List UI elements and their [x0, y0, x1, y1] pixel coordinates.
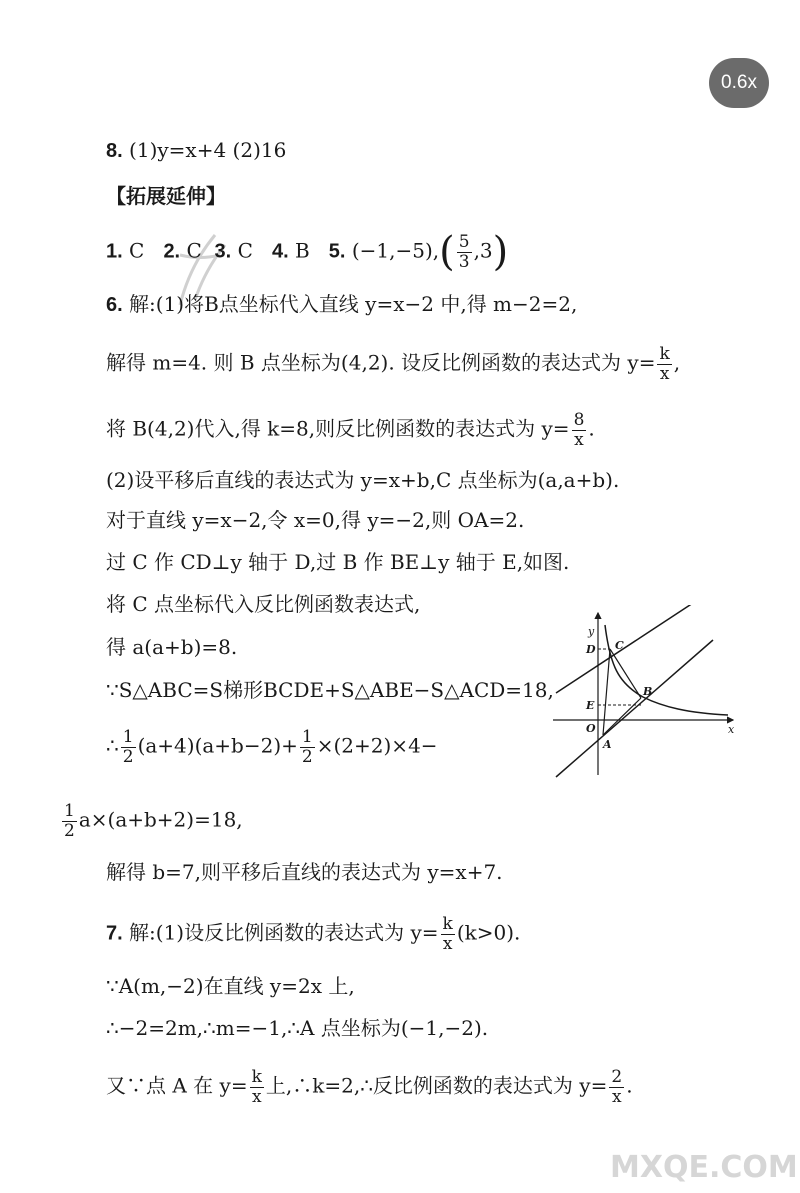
q6-text-1: 解:(1)将B点坐标代入直线 y=x−2 中,得 m−2=2,: [129, 292, 578, 316]
q7-text-4-end: .: [626, 1073, 633, 1098]
q6-text-2: 解得 m=4. 则 B 点坐标为(4,2). 设反比例函数的表达式为 y=: [106, 350, 656, 375]
mc-ans-5-pre: (−1,−5),: [351, 238, 440, 263]
q6-text-3: 将 B(4,2)代入,得 k=8,则反比例函数的表达式为 y=: [106, 416, 570, 441]
segment-CB: [610, 649, 641, 698]
q6-line-4: (2)设平移后直线的表达式为 y=x+b,C 点坐标为(a,a+b).: [106, 468, 620, 492]
q6-text-11: a×(a+b+2)=18,: [78, 807, 243, 832]
mc-num-2: 2.: [163, 240, 181, 263]
q7-line-3: ∴−2=2m,∴m=−1,∴A 点坐标为(−1,−2).: [106, 1016, 489, 1040]
frac-den: x: [611, 1086, 622, 1107]
frac-den: x: [251, 1086, 262, 1107]
paren-open: (: [439, 229, 455, 275]
q6-text-10-mid: (a+4)(a+b−2)+: [137, 733, 298, 758]
frac-num: k: [251, 1067, 262, 1087]
q7-text-1: 解:(1)设反比例函数的表达式为 y=: [129, 920, 439, 945]
frac-num: 1: [64, 801, 75, 821]
fraction-8-x: [572, 411, 587, 449]
q8-number: 8.: [106, 140, 123, 162]
q6-line-8: 得 a(a+b)=8.: [106, 635, 238, 659]
q7-line-1: [106, 915, 520, 953]
q6-line-10: [106, 728, 438, 766]
label-D: D: [586, 643, 596, 656]
fraction-half-1: [121, 728, 136, 766]
frac-den: x: [659, 363, 670, 384]
q6-line-5: 对于直线 y=x−2,令 x=0,得 y=−2,则 OA=2.: [106, 508, 525, 532]
label-x: x: [728, 723, 735, 736]
frac-num: k: [442, 914, 453, 934]
paren-close: ): [492, 229, 509, 275]
q6-line-12: 解得 b=7,则平移后直线的表达式为 y=x+7.: [106, 860, 503, 884]
q6-number: 6.: [106, 294, 123, 316]
mc-num-1: 1.: [106, 240, 123, 263]
q6-text-10-end: ×(2+2)×4−: [316, 733, 438, 758]
q7-line-2: ∵A(m,−2)在直线 y=2x 上,: [106, 974, 355, 998]
q6-text-3-end: .: [588, 416, 595, 441]
fraction-2-x: [609, 1068, 624, 1106]
q8-line: [106, 140, 286, 161]
q6-line-3: [106, 411, 595, 449]
q6-line-6: 过 C 作 CD⊥y 轴于 D,过 B 作 BE⊥y 轴于 E,如图.: [106, 550, 570, 574]
mc-num-4: 4.: [271, 240, 289, 263]
q6-line-1: [106, 294, 577, 315]
frac-num: 1: [122, 727, 134, 747]
label-y: y: [588, 625, 595, 638]
frac-den: 2: [64, 820, 75, 841]
label-E: E: [586, 699, 595, 712]
mc-num-5: 5.: [328, 240, 346, 263]
fraction-k-x-2: [441, 915, 455, 953]
watermark: MXQE.COM: [610, 1150, 798, 1185]
frac-den: x: [574, 429, 584, 450]
fraction-k-x-3: [250, 1068, 264, 1106]
fraction-k-x: [657, 345, 671, 383]
mc-ans-4: B: [295, 238, 310, 263]
line-original: [556, 640, 713, 777]
mc-ans-3: C: [237, 238, 253, 263]
fraction-half-3: [62, 802, 77, 840]
q8-answer: (1)y=x+4 (2)16: [129, 138, 287, 162]
label-C: C: [615, 639, 624, 652]
frac-den: 2: [301, 746, 313, 767]
playback-speed-button[interactable]: 0.6x: [709, 58, 769, 108]
label-B: B: [643, 685, 653, 698]
mc-ans-1: C: [129, 238, 145, 263]
section-title: 【拓展延伸】: [106, 184, 226, 208]
label-A: A: [603, 738, 612, 751]
coordinate-graph: [548, 605, 738, 780]
q6-line-2: [106, 345, 680, 383]
q6-line-7: 将 C 点坐标代入反比例函数表达式,: [106, 592, 421, 616]
q6-line-11: [60, 802, 243, 840]
q7-line-4: [106, 1068, 633, 1106]
frac-den: 2: [122, 746, 134, 767]
mc-answers: [106, 229, 509, 275]
frac-num: k: [659, 344, 670, 364]
label-O: O: [586, 722, 596, 735]
frac-den: 3: [458, 251, 470, 272]
q7-number: 7.: [106, 922, 123, 945]
mc-ans-2: C: [186, 238, 202, 263]
q7-text-1-end: (k>0).: [456, 920, 521, 945]
mc-ans-5-post: ,3: [473, 238, 493, 263]
q7-text-4: 又∵点 A 在 y=: [106, 1073, 248, 1098]
q6-text-2-end: ,: [673, 350, 681, 375]
frac-den: x: [442, 933, 453, 954]
fraction-5-3: [457, 233, 472, 271]
segment-AB: [603, 698, 641, 735]
frac-num: 8: [573, 410, 585, 430]
frac-num: 2: [611, 1067, 623, 1087]
fraction-half-2: [300, 728, 315, 766]
frac-num: 1: [301, 727, 313, 747]
therefore: ∴: [106, 733, 119, 758]
q6-line-9: ∵S△ABC=S梯形BCDE+S△ABE−S△ACD=18,: [106, 678, 554, 702]
mc-num-3: 3.: [214, 240, 232, 263]
q7-text-4-mid: 上,∴k=2,∴反比例函数的表达式为 y=: [265, 1073, 608, 1098]
frac-num: 5: [458, 231, 470, 252]
line-shifted: [556, 605, 693, 693]
